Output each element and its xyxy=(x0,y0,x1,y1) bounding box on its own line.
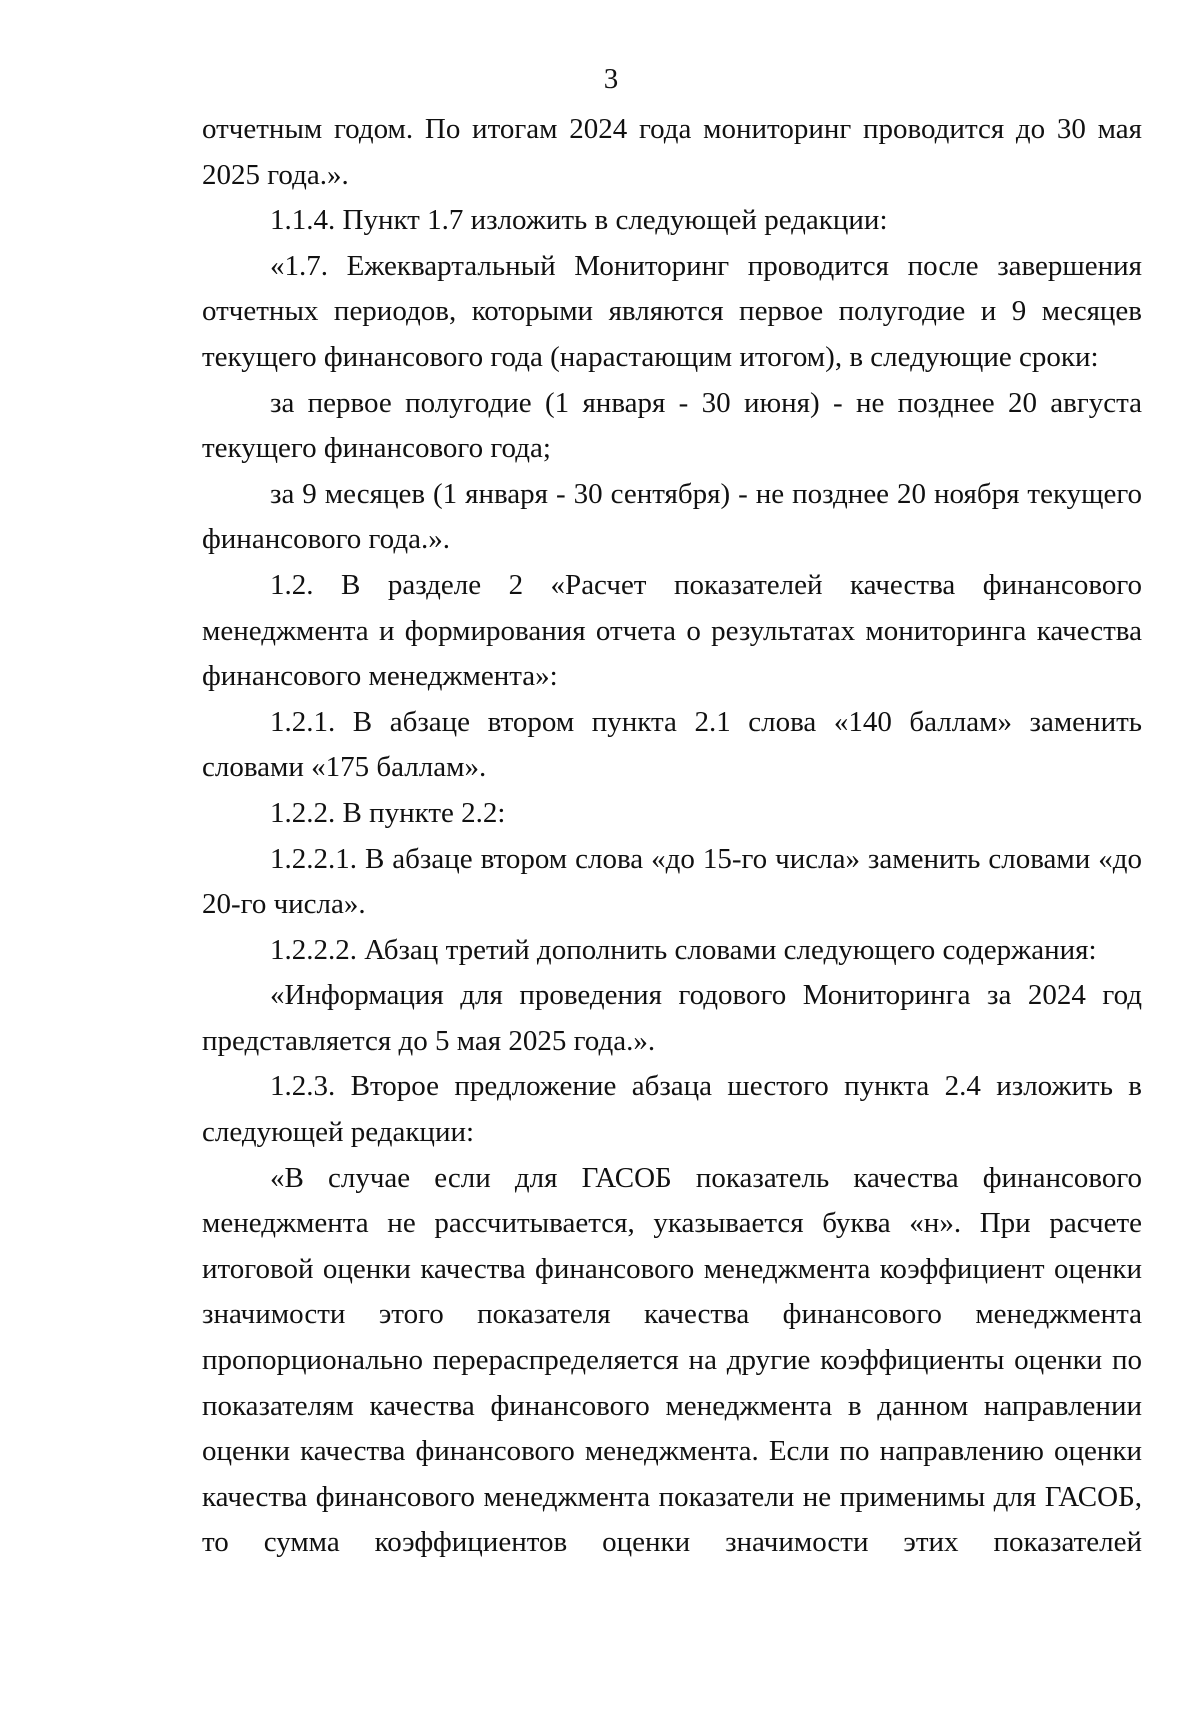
paragraph-1-2-2: 1.2.2. В пункте 2.2: xyxy=(270,796,506,829)
paragraph-1-2-1: 1.2.1. В абзаце втором пункта 2.1 слова «140 баллам» заменить словами «175 баллам». xyxy=(202,705,1142,784)
paragraph-1-2: 1.2. В разделе 2 «Расчет показателей качества финансового менеджмента и формирования отчета о результатах мониторинга качества финансового менеджмента»: xyxy=(202,568,1142,693)
paragraph-quote-information: «Информация для проведения годового Мониторинга за 2024 год представляется до 5 мая 2025 года.». xyxy=(202,979,1142,1057)
page-number: 3 xyxy=(603,63,619,95)
paragraph-1-2-2-2: 1.2.2.2. Абзац третий дополнить словами следующего содержания: xyxy=(270,933,1097,966)
paragraph-continuation: отчетным годом. По итогам 2024 года мониторинг проводится до 30 мая 2025 года.». xyxy=(202,113,1142,191)
paragraph-nine-months: за 9 месяцев (1 января - 30 сентября) - не позднее 20 ноября текущего финансового года.». xyxy=(202,477,1142,556)
document-body xyxy=(202,107,1142,1566)
paragraph-1-1-4: 1.1.4. Пункт 1.7 изложить в следующей редакции: xyxy=(270,204,888,237)
paragraph-quote-1-7: «1.7. Ежеквартальный Мониторинг проводится после завершения отчетных периодов, которыми являются первое полугодие и 9 месяцев текущего финансового года (нарастающим итогом), в следующие сроки: xyxy=(202,249,1142,373)
paragraph-quote-gasob: «В случае если для ГАСОБ показатель качества финансового менеджмента не рассчитывается, указывается буква «н». При расчете итоговой оценки качества финансового менеджмента коэффициент оценки значимости этого показателя качества финансового менеджмента пропорционально перераспределяется на другие коэффициенты оценки по показателям качества финансового менеджмента в данном направлении оценки качества финансового менеджмента. Если по направлению оценки качества финансового менеджмента показатели не применимы для ГАСОБ, то сумма коэффициентов оценки значимости этих показателей xyxy=(202,1161,1142,1559)
paragraph-1-2-3: 1.2.3. Второе предложение абзаца шестого пункта 2.4 изложить в следующей редакции: xyxy=(202,1070,1142,1149)
paragraph-first-half-year: за первое полугодие (1 января - 30 июня) - не позднее 20 августа текущего финансового года; xyxy=(202,386,1142,465)
paragraph-1-2-2-1: 1.2.2.1. В абзаце втором слова «до 15-го числа» заменить словами «до 20-го числа». xyxy=(202,842,1142,921)
